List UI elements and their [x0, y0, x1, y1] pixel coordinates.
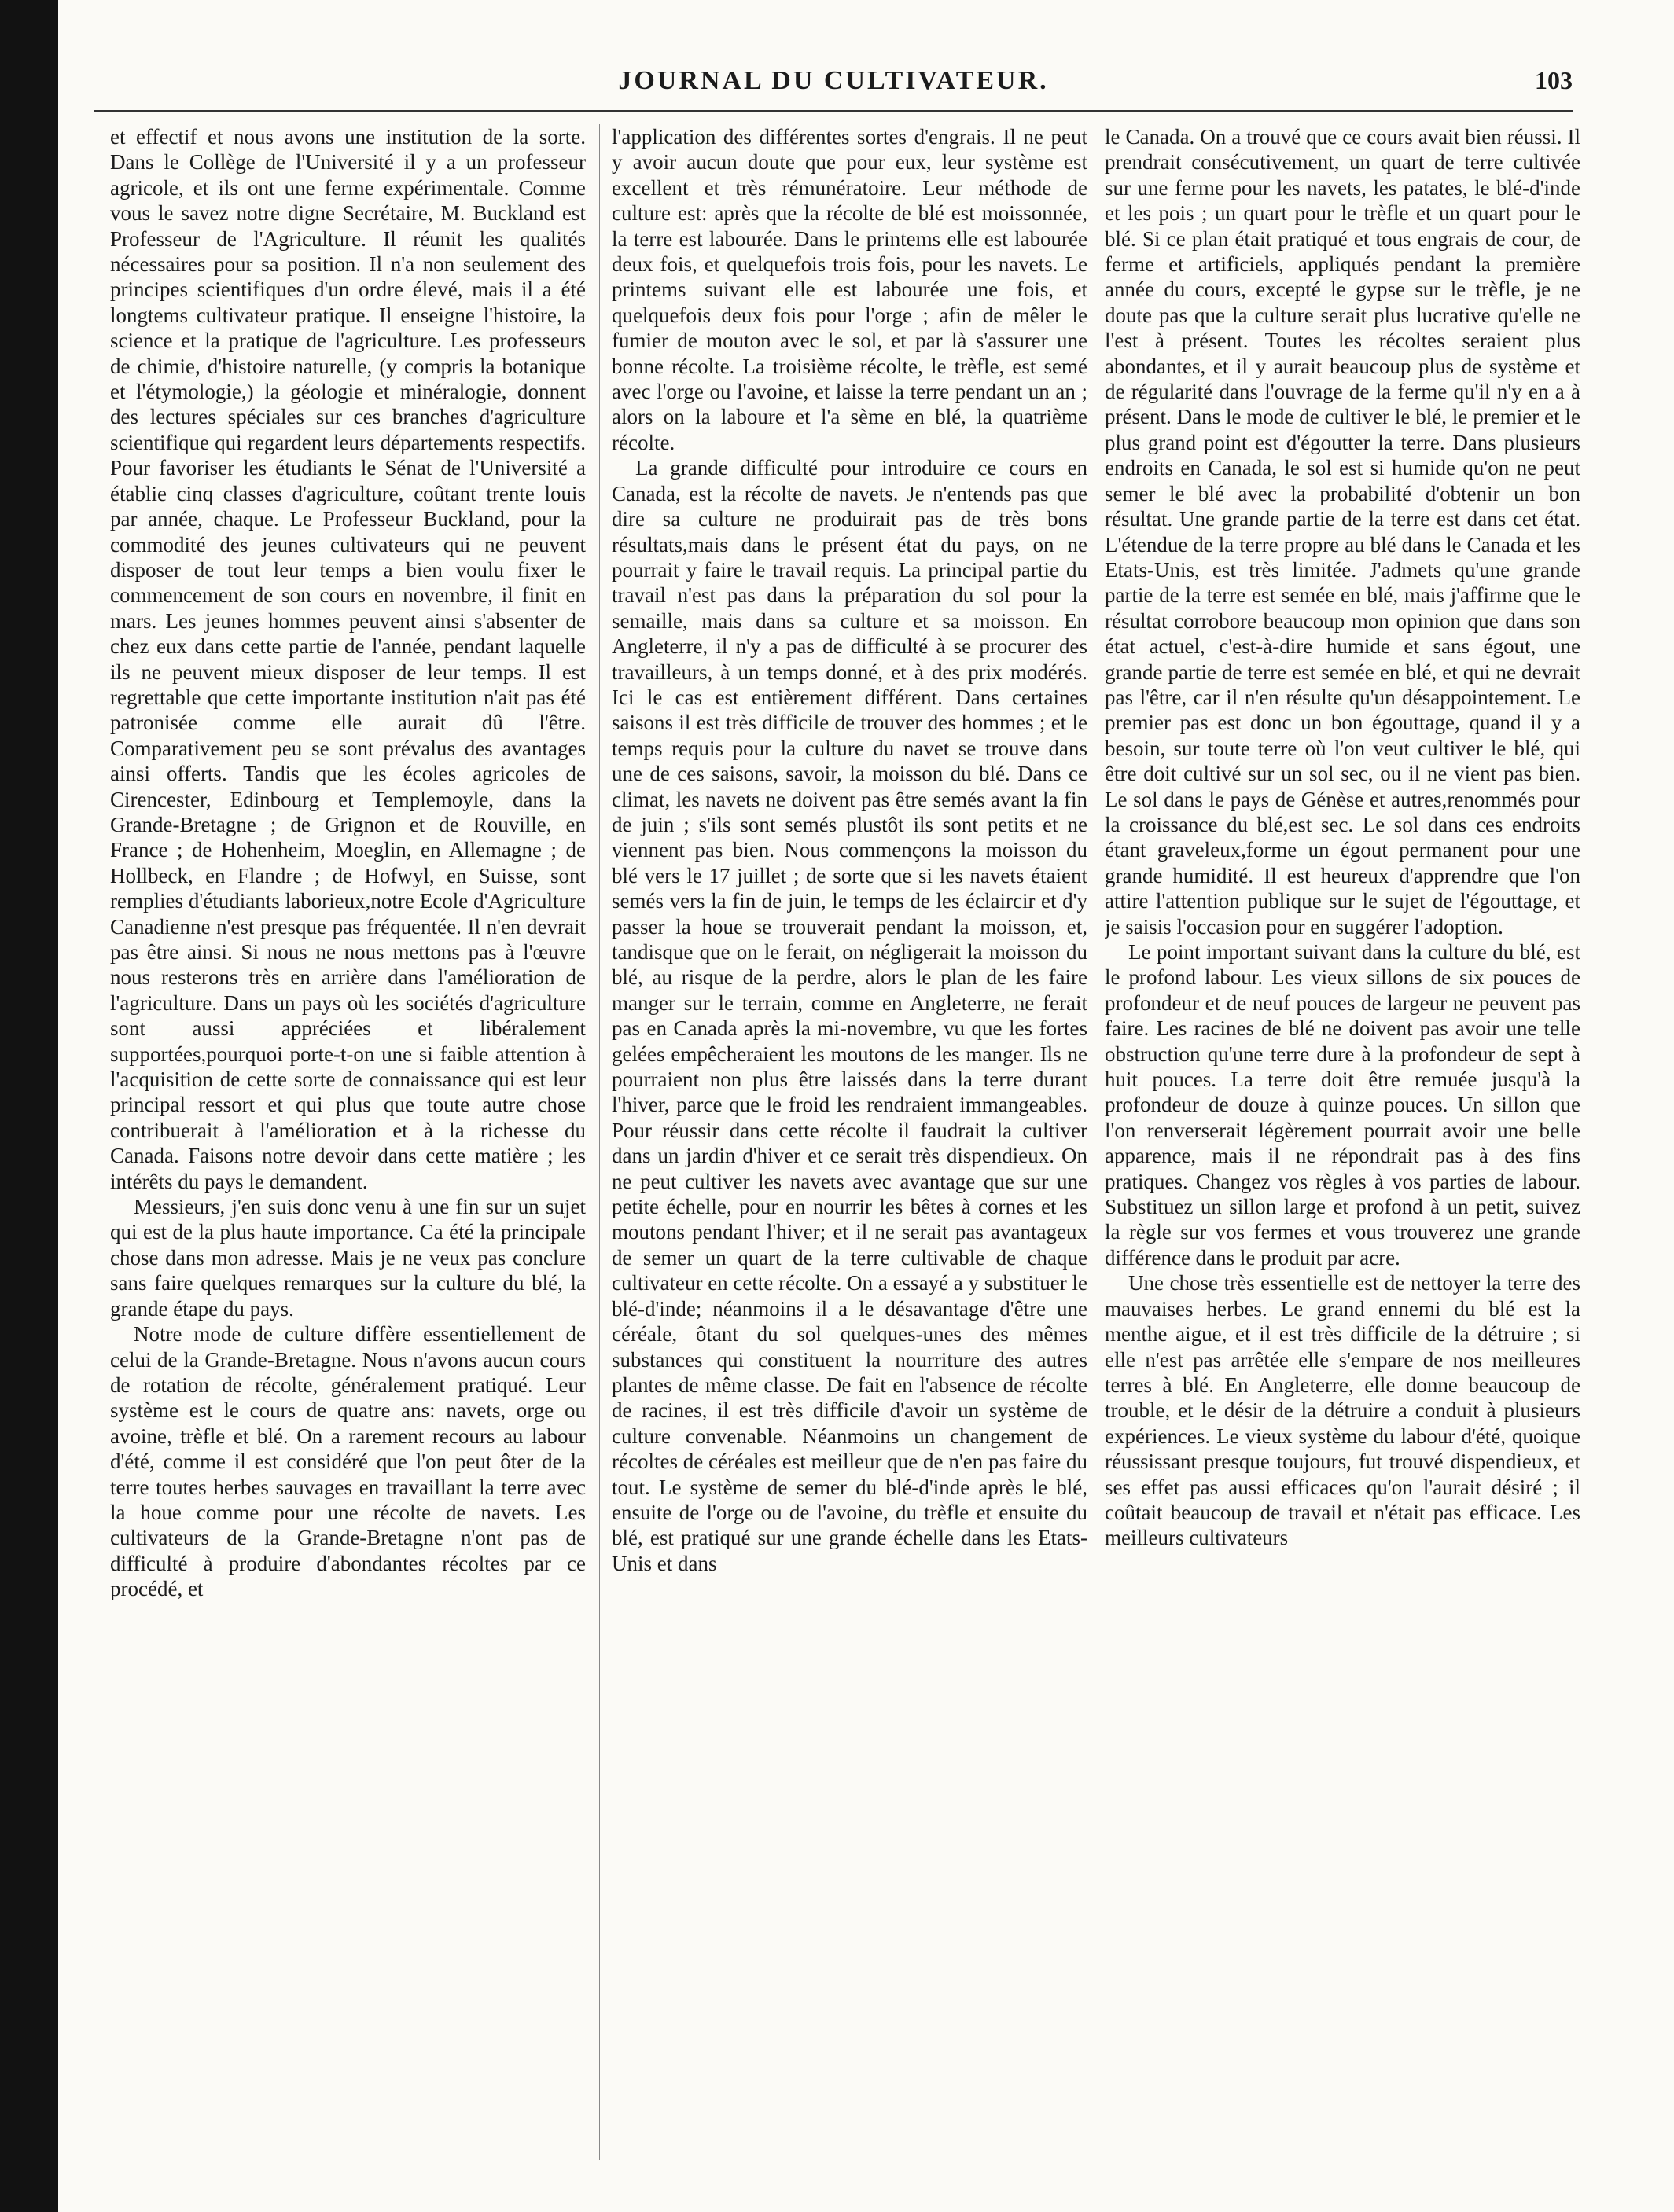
paragraph: l'application des différentes sortes d'engrais. Il ne peut y avoir aucun doute que pour eux, leur système est excellent et très rémunératoire. Leur méthode de culture est: après que la récolte de blé est moissonnée, la terre est labourée. Dans le printems elle est labourée deux fois, et quelquefois trois fois, pour les navets. Le printems suivant elle est labourée une fois, et quelquefois deux fois pour l'orge ; afin de mêler le fumier de mouton avec le sol, et par là s'assurer une bonne récolte. La troisième récolte, le trèfle, est semé avec l'orge ou l'avoine, et laisse la terre pendant un an ; alors on la laboure et l'a sème en blé, la quatrième récolte.	[612, 125, 1087, 454]
paragraph: La grande difficulté pour introduire ce cours en Canada, est la récolte de navets. Je n'entends pas que dire sa culture ne produirait pas de très bons résultats,mais dans le présent état du pays, on ne pourrait y faire le travail requis. La principal partie du travail n'est pas dans la préparation du sol pour la semaille, mais dans sa culture et sa moisson. En Angleterre, il n'y a pas de difficulté à se procurer des travailleurs, à un temps donné, et à des prix modérés. Ici le cas est entièrement différent. Dans certaines saisons il est très difficile de trouver des hommes ; et le temps requis pour la culture du navet se trouve dans une de ces saisons, savoir, la moisson du blé. Dans ce climat, les navets ne doivent pas être semés avant la fin de juin ; s'ils sont semés plustôt ils sont petits et ne viennent pas bien. Nous commençons la moisson du blé vers le 17 juillet ; de sorte que si les navets étaient semés vers la fin de juin, le temps de les éclaircir et d'y passer la houe se trouverait pendant la moisson, et, tandisque que on le ferait, on négligerait la moisson du blé, au risque de la perdre, alors le plan de les faire manger sur le terrain, comme en Angleterre, ne ferait pas en Canada après la mi-novembre, vu que les fortes gelées empêcheraient les moutons de les manger. Ils ne pourraient non plus être laissés dans la terre durant l'hiver, parce que le froid les rendraient immangeables. Pour réussir dans cette récolte il faudrait la cultiver dans un jardin d'hiver et ce serait très dispendieux. On ne peut cultiver les navets avec avantage que sur une petite échelle, pour en nourrir les bêtes à cornes et les moutons pendant l'hiver; et il ne serait pas avantageux de semer un quart de la terre cultivable de chaque cultivateur en cette récolte. On a essayé a y substituer le blé-d'inde; néanmoins il a le désavantage d'être une céréale, ôtant du sol quelques-unes des mêmes substances qui constituent la nourriture des autres plantes de même classe. De fait en l'absence de récolte de racines, il est très difficile d'avoir un système de culture convenable. Néanmoins un changement de récoltes de céréales est meilleur que de n'en pas faire du tout. Le système de semer du blé-d'inde après le blé, ensuite de l'orge ou de l'avoine, du trèfle et ensuite du blé, est pratiqué sur une grande échelle dans les Etats-Unis et dans	[612, 456, 1087, 1575]
journal-title: JOURNAL DU CULTIVATEUR.	[618, 66, 1049, 95]
text-column-3	[1105, 124, 1580, 2168]
paragraph: Notre mode de culture diffère essentiellement de celui de la Grande-Bretagne. Nous n'avons aucun cours de rotation de récolte, généralement pratiqué. Leur système est le cours de quatre ans: navets, orge ou avoine, trèfle et blé. On a rarement recours au labour d'été, comme il est considéré que l'on peut ôter de la terre toutes herbes sauvages en travaillant la terre avec la houe comme pour une récolte de navets. Les cultivateurs de la Grande-Bretagne n'ont pas de difficulté à produire d'abondantes récoltes par ce procédé, et	[110, 1322, 586, 1601]
paragraph: Le point important suivant dans la culture du blé, est le profond labour. Les vieux sillons de six pouces de profondeur et de neuf pouces de largeur ne peuvent pas faire. Les racines de blé ne doivent pas avoir une telle obstruction qu'une terre dure à la profondeur de sept à huit pouces. La terre doit être remuée jusqu'à la profondeur de douze à quinze pouces. Un sillon que l'on renverserait légèrement pourrait avoir une belle apparence, mais il ne répondrait pas à des fins pratiques. Changez vos règles à vos parties de labour. Substituez un sillon large et profond à un petit, suivez la règle sur vos fermes et vous trouverez une grande différence dans le produit par acre.	[1105, 940, 1580, 1270]
page-number: 103	[1535, 66, 1573, 94]
text-column-2	[612, 124, 1087, 2168]
text-column-1	[110, 124, 586, 2168]
page-header	[94, 61, 1573, 108]
paragraph: Une chose très essentielle est de nettoyer la terre des mauvaises herbes. Le grand ennemi du blé est la menthe aigue, et il est très difficile de la détruire ; si elle n'est pas arrêtée elle s'empare de nos meilleures terres à blé. En Angleterre, elle donne beaucoup de trouble, et le désir de la détruire a conduit à plusieurs expériences. Le vieux système du labour d'été, quoique réussissant presque toujours, fut trouvé dispendieux, et ses effet pas aussi efficaces qu'on l'aurait désiré ; il coûtait beaucoup de travail et n'était pas efficace. Les meilleurs cultivateurs	[1105, 1271, 1580, 1550]
page-binding-edge	[0, 0, 58, 2212]
paragraph: le Canada. On a trouvé que ce cours avait bien réussi. Il prendrait consécutivement, un quart de terre cultivée sur une ferme pour les navets, les patates, le blé-d'inde et les pois ; un quart pour le trèfle et un quart pour le blé. Si ce plan était pratiqué et tous engrais de cour, de ferme et artificiels, appliqués pendant la première année du cours, excepté le gypse sur le trèfle, je ne doute pas que la culture serait plus lucrative qu'elle ne l'est à présent. Toutes les récoltes seraient plus abondantes, et il y aurait beaucoup plus de système et de régularité dans l'ouvrage de la ferme qu'il n'y en a à présent. Dans le mode de cultiver le blé, le premier et le plus grand point est d'égoutter la terre. Dans plusieurs endroits en Canada, le sol est si humide qu'on ne peut semer le blé avec la probabilité d'obtenir un bon résultat. Une grande partie de la terre est dans cet état. L'étendue de la terre propre au blé dans le Canada et les Etats-Unis, est très limitée. J'admets qu'une grande partie de la terre est semée en blé, mais j'affirme que le résultat corrobore beaucoup mon opinion que dans son état actuel, c'est-à-dire humide et sans égout, une grande partie de terre est semée en blé, et qui ne devrait pas l'être, car il n'en résulte qu'un désappointement. Le premier pas est donc un bon égouttage, quand il y a besoin, sur toute terre où l'on veut cultiver le blé, qui être doit cultivé sur un sol sec, ou il ne vient pas bien. Le sol dans le pays de Génèse et autres,renommés pour la croissance du blé,est sec. Le sol dans ces endroits étant graveleux,forme un égout permanent pour une grande humidité. Il est heureux d'apprendre que l'on attire l'attention publique sur le sujet de l'égouttage, et je saisis l'occasion pour en suggérer l'adoption.	[1105, 125, 1580, 939]
header-rule	[94, 110, 1573, 112]
paragraph: Messieurs, j'en suis donc venu à une fin sur un sujet qui est de la plus haute importance. Ca été la principale chose dans mon adresse. Mais je ne veux pas conclure sans faire quelques remarques sur la culture du blé, la grande étape du pays.	[110, 1195, 586, 1321]
paragraph: et effectif et nous avons une institution de la sorte. Dans le Collège de l'Université il y a un professeur agricole, et ils ont une ferme expérimentale. Comme vous le savez notre digne Secrétaire, M. Buckland est Professeur de l'Agriculture. Il réunit les qualités nécessaires pour sa position. Il n'a non seulement des principes scientifiques d'un ordre élevé, mais il a été longtems cultivateur pratique. Il enseigne l'histoire, la science et la pratique de l'agriculture. Les professeurs de chimie, d'histoire naturelle, (y compris la botanique et l'étymologie,) la géologie et minéralogie, donnent des lectures spéciales sur ces branches d'agriculture scientifique qui regardent leurs départements respectifs. Pour favoriser les étudiants le Sénat de l'Université a établie cinq classes d'agriculture, coûtant trente louis par année, chaque. Le Professeur Buckland, pour la commodité des jeunes cultivateurs qui ne peuvent disposer de tout leur temps a bien voulu fixer le commencement de son cours en novembre, il finit en mars. Les jeunes hommes peuvent ainsi s'absenter de chez eux dans cette partie de l'année, pendant laquelle ils ne peuvent mieux disposer de leur temps. Il est regrettable que cette importante institution n'ait pas été patronisée comme elle aurait dû l'être. Comparativement peu se sont prévalus des avantages ainsi offerts. Tandis que les écoles agricoles de Cirencester, Edinbourg et Templemoyle, dans la Grande-Bretagne ; de Grignon et de Rouville, en France ; de Hohenheim, Moeglin, en Allemagne ; de Hollbeck, en Flandre ; de Hofwyl, en Suisse, sont remplies d'étudiants laborieux,notre Ecole d'Agriculture Canadienne n'est presque pas fréquentée. Il n'en devrait pas être ainsi. Si nous ne nous mettons pas à l'œuvre nous resterons très en arrière dans l'amélioration de l'agriculture. Dans un pays où les sociétés d'agriculture sont aussi appréciées et libéralement supportées,pourquoi porte-t-on une si faible attention à l'acquisition de cette sorte de connaissance qui est leur principal ressort et qui plus que toute autre chose contribuerait à l'amélioration et à la richesse du Canada. Faisons notre devoir dans cette matière ; les intérêts du pays le demandent.	[110, 125, 586, 1193]
column-divider	[599, 124, 600, 2160]
